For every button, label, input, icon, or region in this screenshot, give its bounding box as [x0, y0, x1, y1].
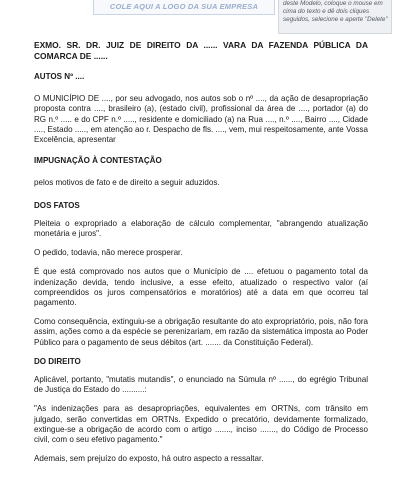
- impugnacao-paragraph: pelos motivos de fato e de direito a seguir aduzidos.: [34, 178, 220, 188]
- fatos-paragraph-4: Como consequência, extinguiu-se a obrigação resultante do ato expropriatório, pois, não fora assim, ações como a da espécie se perenizariam, em razão da sistemática imposta ao Poder Público para o pagamento de seus débitos (art. ....... da Constituição Federal).: [34, 317, 368, 347]
- impugnacao-heading: IMPUGNAÇÃO À CONTESTAÇÃO: [34, 156, 162, 166]
- intro-paragraph: O MUNICÍPIO DE ...., por seu advogado, nos autos sob o nº ...., da ação de desapropriação proposta contra ...., brasileiro (a), (estado civil), profissional da área de ...., portador (a) do RG n.º ..... e do CPF n.º ....., residente e domiciliado (a) na Rua ...., n.º ...., Bairro ...., Cidade ...., Estado ....., em atenção ao r. Despacho de fls. ...., vem, mui respeitosamente, ante Vossa Excelência, apresentar: [34, 94, 368, 145]
- direito-paragraph-1: Aplicável, portanto, "mutatis mutandis", o enunciado na Súmula nº ......, do egrégio Tribunal de Justiça do Estado do ..........:: [34, 375, 368, 395]
- instruction-hint: deste Modelo, coloque o mouse em cima do texto e dê dois cliques seguidos, selecione e aperte "Delete": [278, 0, 392, 34]
- fatos-paragraph-2: O pedido, todavia, não merece prosperar.: [34, 248, 183, 258]
- direito-quote: "As indenizações para as desapropriações, equivalentes em ORTNs, com trânsito em julgado, serão convertidas em ORTNs. Expedido o precatório, devidamente formalizado, extingue-se a obrigação de acordo com o artigo ......., inciso ......., do Código de Processo civil, com o seu efetivo pagamento.": [34, 404, 368, 445]
- case-number: AUTOS Nº ....: [34, 72, 85, 81]
- fatos-paragraph-1: Pleiteia o expropriado a elaboração de cálculo complementar, "abrangendo atualização monetária e juros".: [34, 218, 368, 239]
- fatos-paragraph-3: É que está comprovado nos autos que o Município de .... efetuou o pagamento total da indenização devida, tendo inclusive, a esse efeito, atualizado o respectivo valor (aí compreendidos os juros compensatórios e moratórios) até a data em que ocorreu tal pagamento.: [34, 267, 368, 308]
- logo-placeholder[interactable]: COLE AQUI A LOGO DA SUA EMPRESA: [93, 0, 275, 15]
- document-body: [34, 40, 368, 473]
- direito-paragraph-2: Ademais, sem prejuízo do exposto, há outro aspecto a ressaltar.: [34, 454, 264, 464]
- fatos-heading: DOS FATOS: [34, 200, 80, 210]
- court-address-heading: EXMO. SR. DR. JUIZ DE DIREITO DA ...... VARA DA FAZENDA PÚBLICA DA COMARCA DE ......: [34, 40, 368, 61]
- direito-heading: DO DIREITO: [34, 356, 81, 366]
